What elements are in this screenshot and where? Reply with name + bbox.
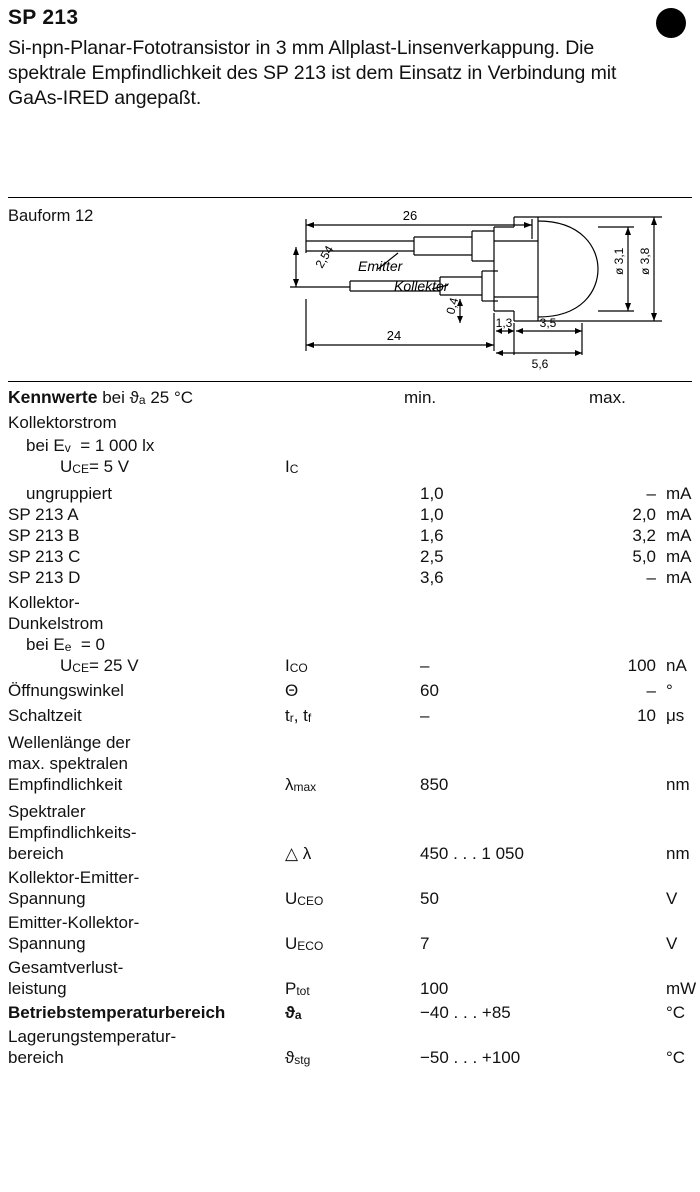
row-unit: mA [666,505,692,524]
label-kollektor: Kollektor [394,278,449,294]
row-min-value: – [420,656,430,675]
package-label: Bauform 12 [8,207,94,225]
row-min-value: 1,0 [420,505,444,524]
page-title: SP 213 [8,6,79,29]
row-unit: °C [666,1003,686,1022]
black-dot-icon [656,8,686,38]
row-max-value: 2,0 [632,505,656,524]
row-label: Empfindlichkeits- [8,823,137,842]
characteristics-heading-bold: Kennwerte [8,387,98,407]
dim-0-4: 0,4 [443,296,462,316]
row-max-value: – [646,681,656,700]
divider-mid [8,381,692,382]
intro-paragraph: Si-npn-Planar-Fototransistor in 3 mm Allplast-Linsenverkappung. Die spektrale Empfindlichkeit des SP 213 ist dem Einsatz in Verbindung mit GaAs-IRED angepaßt. [8,37,617,109]
row-symbol: Ptot [285,979,310,998]
row-unit: mW [666,979,697,998]
row-min-value: 1,0 [420,484,444,503]
row-max-value: – [646,484,656,503]
label-emitter: Emitter [358,258,403,274]
row-label: UCE= 25 V [60,656,139,675]
characteristics-heading-rest: bei ϑa 25 °C [97,388,194,407]
row-unit: mA [666,526,692,545]
row-unit: μs [666,706,685,725]
row-label: Öffnungswinkel [8,681,124,700]
row-symbol: IC [285,457,299,476]
row-label: Kollektor- [8,593,80,612]
row-min-value: 3,6 [420,568,444,587]
row-min-value: – [420,706,430,725]
row-label: Kollektor-Emitter- [8,868,140,887]
row-label: bereich [8,844,64,863]
dim-24: 24 [386,328,402,343]
column-header-min: min. [404,388,437,407]
row-symbol: λmax [285,775,317,794]
row-unit: V [666,934,678,953]
row-label: Dunkelstrom [8,614,104,633]
row-label: Wellenlänge der [8,733,131,752]
row-symbol: △ λ [285,844,312,863]
row-label: Kollektorstrom [8,413,117,432]
row-value: −40 . . . +85 [420,1003,511,1022]
row-label: SP 213 B [8,526,80,545]
row-label: Betriebstemperaturbereich [8,1003,226,1022]
row-symbol: UCEO [285,889,324,908]
row-label: Schaltzeit [8,706,82,725]
row-label: Spannung [8,934,86,953]
row-max-value: – [646,568,656,587]
dim-5-6: 5,6 [531,357,549,371]
row-unit: mA [666,547,692,566]
row-unit: nA [666,656,687,675]
row-label: SP 213 A [8,505,79,524]
row-label: Emitter-Kollektor- [8,913,140,932]
row-label: max. spektralen [8,754,128,773]
row-label: SP 213 C [8,547,81,566]
characteristics-heading [8,387,193,408]
row-unit: ° [666,681,673,700]
row-symbol: ICO [285,656,308,675]
row-value: 7 [420,934,430,953]
row-value: 450 . . . 1 050 [420,844,524,863]
row-min-value: 60 [420,681,439,700]
row-label: bei Ee = 0 [26,635,105,654]
row-label: bei Ev = 1 000 lx [26,436,155,455]
dim-26: 26 [402,208,418,223]
row-value: 100 [420,979,449,998]
row-unit: °C [666,1048,686,1067]
row-symbol: UECO [285,934,324,953]
row-value: −50 . . . +100 [420,1048,521,1067]
dim-diameter-3-1: ø 3,1 [612,247,626,275]
row-label: SP 213 D [8,568,81,587]
row-label: leistung [8,979,67,998]
row-max-value: 100 [627,656,656,675]
row-label: Spannung [8,889,86,908]
row-max-value: 3,2 [632,526,656,545]
row-unit: mA [666,568,692,587]
row-symbol: Θ [285,681,299,700]
row-max-value: 10 [637,706,656,725]
row-label: bereich [8,1048,64,1067]
row-label: Empfindlichkeit [8,775,123,794]
dim-3-5: 3,5 [539,316,557,330]
row-value: 50 [420,889,439,908]
row-symbol: ϑstg [285,1048,311,1067]
characteristics-table [0,412,700,1068]
dim-2-54: 2,54 [312,243,337,271]
row-label: Gesamtverlust- [8,958,124,977]
row-unit: mA [666,484,692,503]
row-label: ungruppiert [26,484,113,503]
dim-1-3: 1,3 [495,316,513,330]
row-unit: V [666,889,678,908]
dim-diameter-3-8: ø 3,8 [638,247,652,275]
row-symbol: tr, tf [285,706,312,725]
row-min-value: 2,5 [420,547,444,566]
row-label: UCE= 5 V [60,457,130,476]
row-unit: nm [666,775,690,794]
row-max-value: 5,0 [632,547,656,566]
row-min-value: 1,6 [420,526,444,545]
divider-top [8,197,692,198]
row-unit: nm [666,844,690,863]
row-value: 850 [420,775,449,794]
row-symbol: ϑa [285,1003,302,1022]
row-label: Lagerungstemperatur- [8,1027,177,1046]
row-label: Spektraler [8,802,86,821]
package-drawing [282,203,688,378]
column-header-max: max. [589,388,626,407]
